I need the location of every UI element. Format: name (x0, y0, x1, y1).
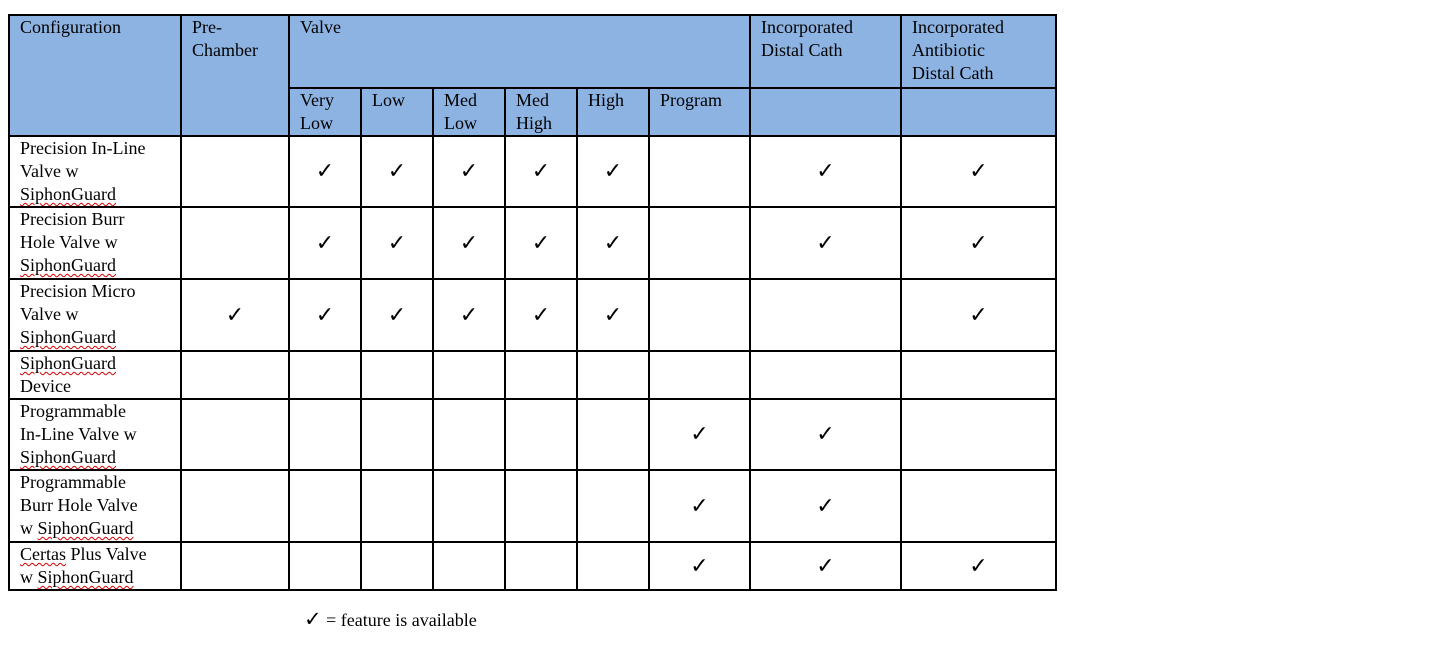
configuration-cell (9, 136, 181, 207)
feature-comparison-table (8, 14, 1057, 591)
configuration-text: Programmable In-Line Valve w (20, 401, 137, 444)
check-icon: ✓ (969, 553, 988, 579)
check-cell (750, 136, 901, 207)
table-row (9, 136, 1056, 207)
check-icon: ✓ (816, 159, 835, 184)
check-icon: ✓ (531, 159, 551, 184)
empty-cell (505, 542, 577, 590)
spellcheck-flagged-word: Certas (20, 544, 66, 564)
empty-cell (577, 351, 649, 399)
empty-cell (433, 542, 505, 590)
legend-check-icon: ✓ (304, 607, 322, 631)
empty-cell (289, 351, 361, 399)
header-antibiotic-blank (901, 88, 1056, 136)
spellcheck-flagged-word: SiphonGuard (20, 447, 116, 467)
check-icon: ✓ (387, 230, 407, 256)
table-row (9, 399, 1056, 470)
check-cell (433, 136, 505, 207)
check-cell (361, 279, 433, 351)
configuration-text: Precision Micro Valve w (20, 281, 136, 324)
check-cell (649, 470, 750, 542)
empty-cell (289, 399, 361, 470)
check-icon: ✓ (387, 302, 407, 328)
check-cell (649, 542, 750, 590)
check-icon: ✓ (531, 230, 551, 256)
check-icon: ✓ (459, 302, 479, 328)
spellcheck-flagged-word: SiphonGuard (20, 327, 116, 347)
check-cell (901, 207, 1056, 279)
check-cell (901, 136, 1056, 207)
empty-cell (433, 399, 505, 470)
header-incorporated-distal-cath: Incorporated Distal Cath (750, 15, 901, 88)
empty-cell (901, 351, 1056, 399)
check-cell (577, 279, 649, 351)
empty-cell (289, 470, 361, 542)
table-row (9, 207, 1056, 279)
check-icon: ✓ (816, 553, 835, 579)
empty-cell (361, 542, 433, 590)
check-cell (433, 279, 505, 351)
configuration-cell (9, 542, 181, 590)
spellcheck-flagged-word: SiphonGuard (20, 184, 116, 204)
check-cell (361, 136, 433, 207)
check-icon: ✓ (603, 159, 623, 184)
header-valve-level: Med High (505, 88, 577, 136)
check-cell (750, 470, 901, 542)
table-row (9, 279, 1056, 351)
check-icon: ✓ (459, 230, 479, 256)
empty-cell (181, 399, 289, 470)
header-valve: Valve (289, 15, 750, 88)
spellcheck-flagged-word: SiphonGuard (20, 255, 116, 275)
spellcheck-flagged-word: SiphonGuard (37, 518, 134, 538)
check-cell (750, 542, 901, 590)
empty-cell (577, 470, 649, 542)
legend (304, 607, 477, 631)
configuration-text: Programmable Burr Hole Valve w (20, 472, 138, 538)
empty-cell (649, 351, 750, 399)
empty-cell (505, 351, 577, 399)
check-icon: ✓ (816, 422, 835, 447)
empty-cell (181, 470, 289, 542)
empty-cell (505, 470, 577, 542)
configuration-cell (9, 351, 181, 399)
legend-text: = feature is available (321, 610, 477, 630)
check-icon: ✓ (315, 302, 335, 328)
check-cell (577, 136, 649, 207)
check-icon: ✓ (387, 159, 407, 184)
check-icon: ✓ (690, 493, 709, 519)
header-valve-level: High (577, 88, 649, 136)
check-icon: ✓ (816, 493, 835, 519)
header-row-main (9, 15, 1056, 88)
check-cell (361, 207, 433, 279)
table-row (9, 542, 1056, 590)
header-configuration: Configuration (9, 15, 181, 136)
empty-cell (361, 399, 433, 470)
check-cell (289, 279, 361, 351)
check-cell (750, 399, 901, 470)
check-cell (901, 279, 1056, 351)
empty-cell (505, 399, 577, 470)
empty-cell (181, 542, 289, 590)
check-cell (181, 279, 289, 351)
configuration-text: Plus Valve w (20, 544, 147, 587)
configuration-cell (9, 399, 181, 470)
empty-cell (750, 279, 901, 351)
spellcheck-flagged-word: SiphonGuard (37, 567, 134, 587)
empty-cell (649, 136, 750, 207)
check-icon: ✓ (969, 159, 988, 184)
header-valve-level: Program (649, 88, 750, 136)
header-valve-level: Low (361, 88, 433, 136)
configuration-cell (9, 279, 181, 351)
empty-cell (577, 399, 649, 470)
configuration-text: Precision Burr Hole Valve w (20, 209, 125, 252)
empty-cell (181, 351, 289, 399)
check-icon: ✓ (690, 553, 709, 579)
check-icon: ✓ (315, 230, 335, 256)
check-icon: ✓ (459, 159, 479, 184)
empty-cell (361, 470, 433, 542)
empty-cell (577, 542, 649, 590)
header-valve-level: Very Low (289, 88, 361, 136)
empty-cell (433, 470, 505, 542)
configuration-cell (9, 207, 181, 279)
check-cell (750, 207, 901, 279)
empty-cell (901, 470, 1056, 542)
header-incorporated-antibiotic-distal-cath: Incorporated Antibiotic Distal Cath (901, 15, 1056, 88)
check-icon: ✓ (603, 302, 623, 328)
check-cell (577, 207, 649, 279)
check-cell (901, 542, 1056, 590)
empty-cell (181, 136, 289, 207)
check-icon: ✓ (531, 302, 551, 328)
empty-cell (649, 207, 750, 279)
check-cell (505, 136, 577, 207)
empty-cell (181, 207, 289, 279)
header-valve-level: Med Low (433, 88, 505, 136)
spellcheck-flagged-word: SiphonGuard (20, 353, 116, 373)
header-pre-chamber: Pre- Chamber (181, 15, 289, 136)
empty-cell (901, 399, 1056, 470)
check-cell (289, 207, 361, 279)
table-row (9, 351, 1056, 399)
check-icon: ✓ (315, 159, 335, 184)
check-icon: ✓ (969, 230, 988, 256)
empty-cell (289, 542, 361, 590)
configuration-cell (9, 470, 181, 542)
check-cell (505, 207, 577, 279)
check-icon: ✓ (225, 302, 245, 328)
check-cell (289, 136, 361, 207)
check-cell (505, 279, 577, 351)
check-icon: ✓ (969, 302, 988, 328)
check-icon: ✓ (816, 230, 835, 256)
table-row (9, 470, 1056, 542)
empty-cell (649, 279, 750, 351)
configuration-text: Precision In-Line Valve w (20, 138, 146, 181)
empty-cell (433, 351, 505, 399)
check-cell (433, 207, 505, 279)
check-cell (649, 399, 750, 470)
header-distal-cath-blank (750, 88, 901, 136)
check-icon: ✓ (603, 230, 623, 256)
check-icon: ✓ (690, 422, 709, 447)
empty-cell (750, 351, 901, 399)
configuration-text: Device (20, 376, 71, 396)
empty-cell (361, 351, 433, 399)
